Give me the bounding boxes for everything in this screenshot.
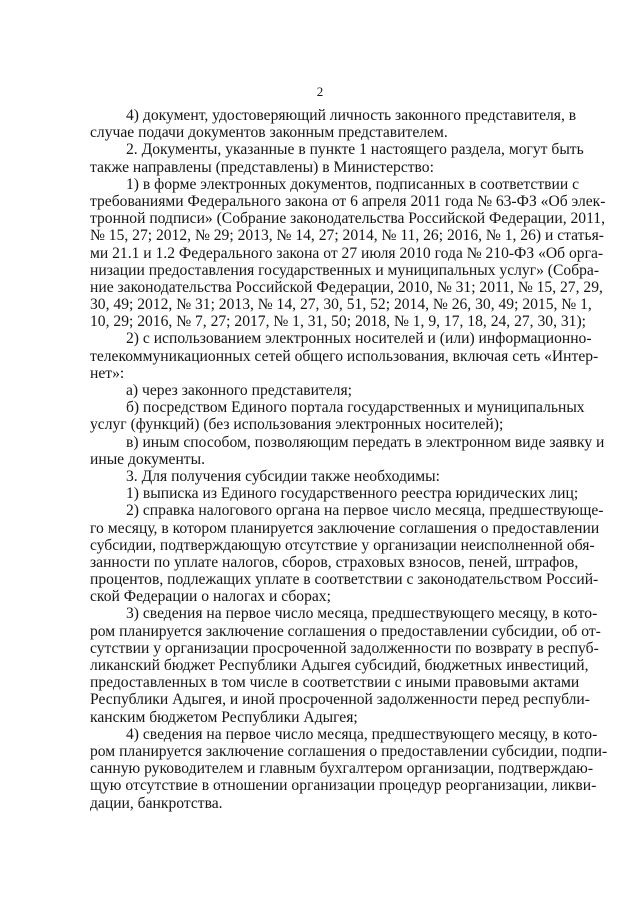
- text-line: также направлены (представлены) в Министерство:: [90, 158, 434, 176]
- text-line: нет»:: [90, 364, 125, 382]
- text-line: 4) сведения на первое число месяца, предшествующего месяцу, в кото-: [126, 725, 598, 743]
- text-line: предоставленных в том числе в соответствии с иными правовыми актами: [90, 674, 580, 692]
- page-number: 2: [316, 84, 324, 99]
- text-line: 2. Документы, указанные в пункте 1 настоящего раздела, могут быть: [126, 141, 584, 159]
- text-line: ской Федерации о налогах и сборах;: [90, 588, 331, 606]
- text-line: ние законодательства Российской Федерации, 2010, № 31; 2011, № 15, 27, 29,: [90, 278, 603, 296]
- text-line: щую отсутствие в отношении организации процедур реорганизации, ликви-: [90, 777, 597, 795]
- text-line: 10, 29; 2016, № 7, 27; 2017, № 1, 31, 50; 2018, № 1, 9, 17, 18, 24, 27, 30, 31);: [90, 313, 586, 331]
- text-line: телекоммуникационных сетей общего использования, включая сеть «Интер-: [90, 347, 599, 365]
- document-body: [90, 107, 608, 812]
- text-line: 1) выписка из Единого государственного реестра юридических лиц;: [126, 485, 579, 503]
- text-line: тронной подписи» (Собрание законодательства Российской Федерации, 2011,: [90, 210, 606, 228]
- text-line: канским бюджетом Республики Адыгея;: [90, 708, 358, 726]
- text-line: низации предоставления государственных и муниципальных услуг» (Собра-: [90, 261, 600, 279]
- text-line: услуг (функций) (без использования электронных носителей);: [90, 416, 504, 434]
- text-line: 3. Для получения субсидии также необходимы:: [126, 467, 440, 485]
- text-line: сутствии у организации просроченной задолженности по возврату в респуб-: [90, 639, 599, 657]
- text-line: иные документы.: [90, 450, 205, 468]
- text-line: а) через законного представителя;: [126, 382, 352, 399]
- text-line: 2) справка налогового органа на первое число месяца, предшествующе-: [126, 502, 604, 520]
- text-line: занности по уплате налогов, сборов, страховых взносов, пеней, штрафов,: [90, 553, 579, 571]
- text-line: ром планируется заключение соглашения о предоставлении субсидии, подпи-: [90, 742, 608, 760]
- text-line: 30, 49; 2012, № 31; 2013, № 14, 27, 30, 51, 52; 2014, № 26, 30, 49; 2015, № 1,: [90, 296, 592, 314]
- text-line: в) иным способом, позволяющим передать в электронном виде заявку и: [126, 433, 605, 451]
- text-line: случае подачи документов законным представителем.: [90, 124, 448, 142]
- text-line: субсидии, подтверждающую отсутствие у организации неисполненной обя-: [90, 536, 595, 554]
- text-line: 1) в форме электронных документов, подписанных в соответствии с: [126, 175, 580, 193]
- text-line: ликанский бюджет Республики Адыгея субсидий, бюджетных инвестиций,: [90, 657, 589, 674]
- text-line: 3) сведения на первое число месяца, предшествующего месяцу, в кото-: [126, 605, 598, 623]
- text-line: Республики Адыгея, и иной просроченной задолженности перед республи-: [90, 691, 590, 709]
- text-line: 2) с использованием электронных носителей и (или) информационно-: [126, 330, 592, 348]
- text-line: санную руководителем и главным бухгалтером организации, подтверждаю-: [90, 760, 594, 778]
- text-line: го месяцу, в котором планируется заключение соглашения о предоставлении: [90, 519, 600, 537]
- text-line: ром планируется заключение соглашения о предоставлении субсидии, об от-: [90, 622, 601, 640]
- text-line: процентов, подлежащих уплате в соответствии с законодательством Россий-: [90, 571, 599, 589]
- text-line: № 15, 27; 2012, № 29; 2013, № 14, 27; 2014, № 11, 26; 2016, № 1, 26) и статья-: [90, 227, 604, 245]
- text-line: ми 21.1 и 1.2 Федерального закона от 27 июля 2010 года № 210-ФЗ «Об орга-: [90, 244, 604, 262]
- text-line: 4) документ, удостоверяющий личность законного представителя, в: [126, 107, 577, 124]
- text-line: требованиями Федерального закона от 6 апреля 2011 года № 63-ФЗ «Об элек-: [90, 192, 606, 210]
- text-line: б) посредством Единого портала государственных и муниципальных: [126, 399, 585, 417]
- text-line: дации, банкротства.: [90, 794, 223, 812]
